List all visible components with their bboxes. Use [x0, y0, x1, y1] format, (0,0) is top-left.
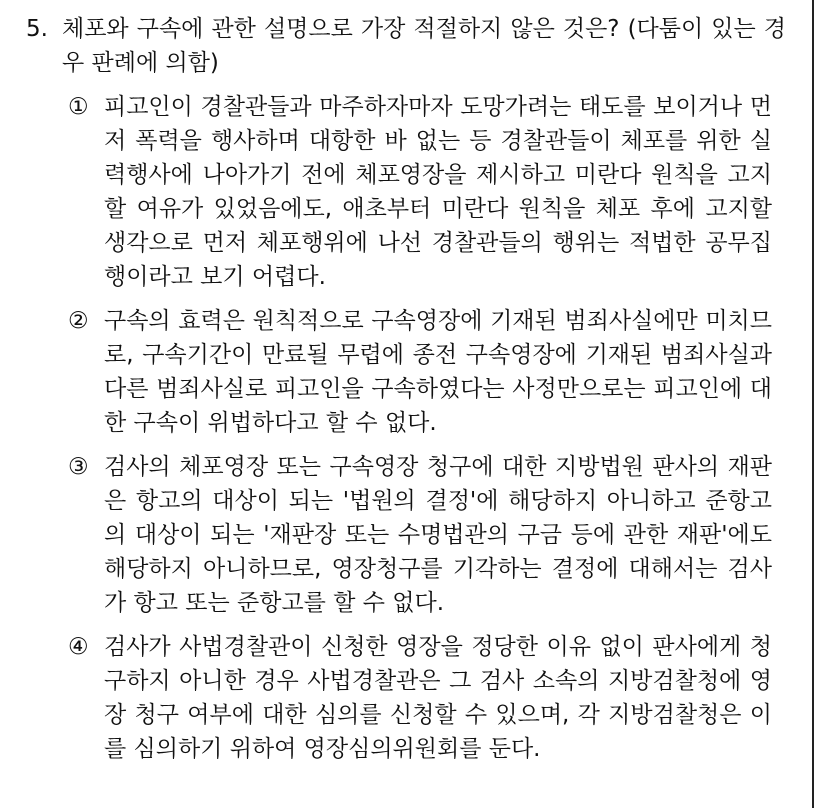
option-4: [68, 630, 772, 766]
option-marker-3: ③: [68, 454, 89, 480]
option-text-1: 피고인이 경찰관들과 마주하자마자 도망가려는 태도를 보이거나 먼저 폭력을 행사하며 대항한 바 없는 등 경찰관들이 체포를 위한 실력행사에 나아가기 전에 체포영장을 제시하고 미란다 원칙을 고지할 여유가 있었음에도, 애초부터 미란다 원칙을 체포 후에 고지할 생각으로 먼저 체포행위에 나선 경찰관들의 행위는 적법한 공무집행이라고 보기 어렵다.: [104, 94, 772, 290]
option-text-3: 검사의 체포영장 또는 구속영장 청구에 대한 지방법원 판사의 재판은 항고의 대상이 되는 '법원의 결정'에 해당하지 아니하고 준항고의 대상이 되는 '재판장 또는 수명법관의 구금 등에 관한 재판'에도 해당하지 아니하므로, 영장청구를 기각하는 결정에 대해서는 검사가 항고 또는 준항고를 할 수 없다.: [104, 454, 772, 616]
option-marker-1: ①: [68, 94, 89, 120]
option-marker-4: ④: [68, 634, 89, 660]
question: [26, 12, 786, 80]
question-number: 5.: [26, 16, 48, 42]
option-1: [68, 90, 772, 294]
option-3: [68, 450, 772, 620]
column-divider: [812, 0, 814, 808]
answer-options: [68, 90, 772, 776]
option-marker-2: ②: [68, 308, 89, 334]
question-text: 체포와 구속에 관한 설명으로 가장 적절하지 않은 것은? (다툼이 있는 경우 판례에 의함): [62, 16, 786, 76]
option-text-4: 검사가 사법경찰관이 신청한 영장을 정당한 이유 없이 판사에게 청구하지 아니한 경우 사법경찰관은 그 검사 소속의 지방검찰청에 영장 청구 여부에 대한 심의를 신청할 수 있으며, 각 지방검찰청은 이를 심의하기 위하여 영장심의위원회를 둔다.: [104, 634, 772, 762]
option-text-2: 구속의 효력은 원칙적으로 구속영장에 기재된 범죄사실에만 미치므로, 구속기간이 만료될 무렵에 종전 구속영장에 기재된 범죄사실과 다른 범죄사실로 피고인을 구속하였다는 사정만으로는 피고인에 대한 구속이 위법하다고 할 수 없다.: [104, 308, 772, 436]
option-2: [68, 304, 772, 440]
